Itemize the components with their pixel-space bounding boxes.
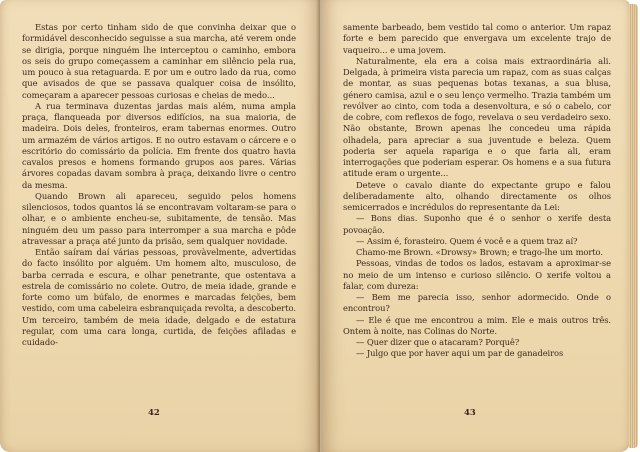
dialogue-line: — Assim é, forasteiro. Quem é você e a quem traz aí? xyxy=(356,235,578,246)
right-page xyxy=(321,0,630,452)
paragraph: samente barbeado, bem vestido tal como o anterior. Um rapaz forte e bem parecido que envergava um excelente trajo de vaqueiro... e uma jovem. xyxy=(343,22,611,55)
dialogue-line: — Ele é que me encontrou a mim. Ele e mais outros três. Ontem à noite, nas Colinas do Norte. xyxy=(343,314,611,336)
paragraph: Quando Brown ali apareceu, seguido pelos homens silenciosos, todos quantos lá se encontravam voltaram-se para o olhar, e o ambiente encheu-se, subitamente, de tensão. Mas ninguém deu um passo para interromper a sua marcha e pôde atravessar a praça até junto da prisão, sem qualquer novidade. xyxy=(22,190,296,246)
paragraph: Estas por certo tinham sido de que convinha deixar que o formidável desconhecido seguisse a sua marcha, até verem onde se dirigia, porque ninguém lhe interceptou o caminho, embora os seis do grupo começassem a caminhar em silêncio pela rua, um pouco à sua retaguarda. E por um e outro lado da rua, como que avisados de que se passava qualquer coisa de insólito, começaram a aparecer pessoas curiosas e cheias de medo... xyxy=(22,22,296,100)
paragraph: A rua terminava duzentas jardas mais além, numa ampla praça, flanqueada por diversos edifícios, na sua maioria, de madeira. Dois deles, fronteiros, eram tabernas enormes. Outro um armazém de vários artigos. E no outro estavam o cárcere e o escritório do comissário da polícia. Em frente dos quatro havia cavalos presos e homens formando grupos aos pares. Várias árvores copadas davam sombra à praça, deixando livre o centro da mesma. xyxy=(22,100,296,190)
dialogue-line: — Julgo que por haver aqui um par de ganadeiros xyxy=(356,348,564,359)
dialogue-line: — Bons dias. Suponho que é o senhor o xerife desta povoação. xyxy=(343,213,611,235)
dialogue-line: — Quer dizer que o atacaram? Porquê? xyxy=(356,337,520,347)
dialogue-line: Chamo-me Brown. «Drowsy» Brown; e trago-lhe um morto. xyxy=(356,247,603,257)
paragraph: Deteve o cavalo diante do expectante grupo e falou deliberadamente alto, olhando directamente os olhos semicerrados e incrédulos do representante da Lei: xyxy=(343,179,611,212)
dialogue-line: — Bem me parecia isso, senhor adormecido. Onde o encontrou? xyxy=(343,292,611,314)
paragraph: Naturalmente, ela era a coisa mais extraordinária ali. Delgada, à primeira vista parecia um rapaz, com as suas calças de montar, as suas pequenas botas texanas, a sua blusa, género camisa, azul e o seu lenço vermelho. Trazia também um revólver ao cinto, com toda a desenvoltura, e só o cabelo, cor de cobre, com reflexos de fogo, revelava o seu verdadeiro sexo. Não obstante, Brown apenas lhe concedeu uma rápida olhadela, para apreciar a sua juventude e beleza. Quem poderia ser aquela rapariga e o que faria ali, eram interrogações que poderiam esperar. Os homens e a sua futura atitude eram o urgente... xyxy=(343,55,611,179)
right-page-text xyxy=(343,22,611,360)
page-number: 42 xyxy=(148,408,160,418)
left-page-text xyxy=(22,22,296,348)
paragraph: Pessoas, vindas de todos os lados, estavam a aproximar-se no meio de um intenso e curioso silêncio. O xerife voltou a falar, com dureza: xyxy=(343,258,611,291)
page-number: 43 xyxy=(464,408,476,418)
paragraph: Então saíram daí várias pessoas, provàvelmente, advertidas do facto insólito por alguém. Um homem alto, musculoso, de barba cerrada e escura, e olhar penetrante, que ostentava a estrela de comissário no colete. Outro, de meia idade, grande e forte como um búfalo, de enormes e marcadas feições, bem vestido, com uma cabeleira esbranquiçada revolta, a descoberto. Um terceiro, também de meia idade, delgado e de estatura regular, com uma cara longa, curtida, de feições afiladas e cuidado- xyxy=(22,247,296,347)
page-edges xyxy=(629,4,638,448)
